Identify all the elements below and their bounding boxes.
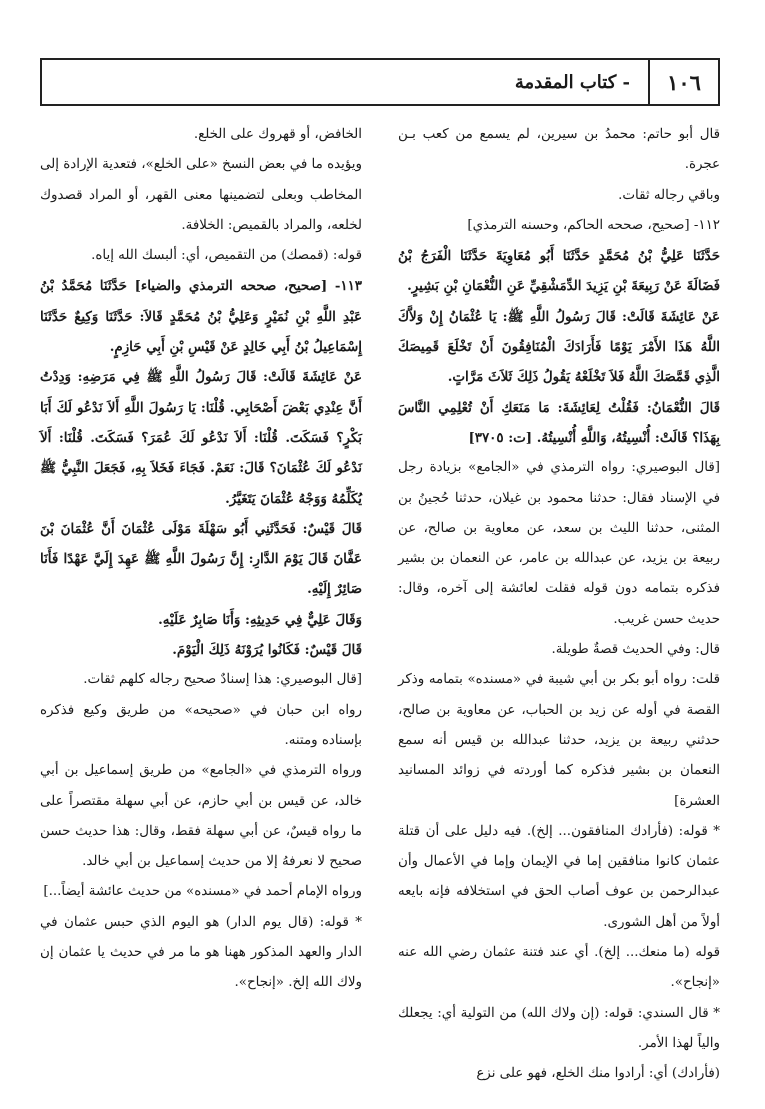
hadith-grading: ١١٢- [صحيح، صححه الحاكم، وحسنه الترمذي] bbox=[467, 217, 720, 233]
hadith-isnad: ١١٣- [صحيح، صححه الترمذي والضياء] حَدَّثَنَا مُحَمَّدُ بْنُ عَبْدِ اللَّهِ بْنِ نُمَيْرٍ وَعَلِيُّ بْنُ مُحَمَّدٍ قَالاَ: حَدَّثَنَا وَكِيعٌ حَدَّثَنَا إِسْمَاعِيلُ بْنُ أَبِي خَالِدٍ عَنْ قَيْسِ بْنِ أَبِي حَازِمٍ. bbox=[40, 278, 362, 356]
paragraph: قال: وفي الحديث قصةٌ طويلة. bbox=[551, 642, 720, 658]
running-title: - كتاب المقدمة bbox=[514, 71, 630, 93]
paragraph: قال أبو حاتم: محمدُ بن سيرين، لم يسمع من كعب بـن عجرة. bbox=[398, 127, 720, 173]
right-column bbox=[398, 120, 720, 1090]
hadith-isnad: حَدَّثَنَا عَلِيُّ بْنُ مُحَمَّدٍ حَدَّثَنَا أَبُو مُعَاوِيَةَ حَدَّثَنَا الْفَرَجُ بْنُ فَضَالَةَ عَنْ رَبِيعَةَ بْنِ يَزِيدَ الدِّمَشْقِيِّ عَنِ النُّعْمَانِ بْنِ بَشِيرٍ. bbox=[398, 248, 720, 295]
hadith-matn: وَقَالَ عَلِيٌّ فِي حَدِيثِهِ: وَأَنَا صَابِرٌ عَلَيْهِ. bbox=[158, 611, 362, 628]
page-number: ١٠٦ bbox=[648, 60, 718, 104]
hadith-matn: عَنْ عَائِشَةَ قَالَتْ: قَالَ رَسُولُ اللَّهِ ﷺ فِي مَرَضِهِ: وَدِدْتُ أَنَّ عِنْدِي بَعْضَ أَصْحَابِي. قُلْنَا: يَا رَسُولَ اللَّهِ أَلاَ نَدْعُو لَكَ أَبَا بَكْرٍ؟ فَسَكَتَ. قُلْنَا: أَلاَ نَدْعُو لَكَ عُمَرَ؟ فَسَكَتَ. قُلْنَا: أَلاَ نَدْعُو لَكَ عُثْمَانَ؟ قَالَ: نَعَمْ. فَجَاءَ فَخَلاَ بِهِ، فَجَعَلَ النَّبِيُّ ﷺ يُكَلِّمُهُ وَوَجْهُ عُثْمَانَ يَتَغَيَّرُ. bbox=[40, 369, 362, 507]
paragraph: [قال البوصيري: رواه الترمذي في «الجامع» بزيادة رجل في الإسناد فقال: حدثنا محمود بن غيلان، حدثنا حُجينُ بن المثنى، حدثنا الليث بن سعد، عن معاوية بن صالح، عن ربيعة بن يزيد، عن عبدالله بن عامر، عن النعمان بن بشير فذكره بتمامه دون قوله فقلت لعائشة إلى آخره، وقال: حديث حسن غريب. bbox=[398, 460, 720, 627]
paragraph: قوله: (قمصك) من التقميص، أي: ألبسك الله إياه. bbox=[91, 248, 362, 264]
paragraph: قلت: رواه أبو بكر بن أبي شيبة في «مسنده» بتمامه وذكر القصة في أوله عن زيد بن الحباب، عن معاوية بن صالح، حدثني ربيعة بن يزيد، حدثنا عبدالله بن قيس أنه سمع النعمان بن بشير فذكره كما أوردته في زوائد المسانيد العشرة] bbox=[398, 672, 720, 809]
paragraph: وباقي رجاله ثقات. bbox=[618, 187, 720, 203]
hadith-matn: قَالَ النُّعْمَانُ: فَقُلْتُ لِعَائِشَةَ: مَا مَنَعَكِ أَنْ تُعْلِمِي النَّاسَ بِهَذَا؟ قَالَتْ: أُنْسِيتُهُ، وَاللَّهِ أُنْسِيتُهُ. [ت: ٣٧٠٥] bbox=[398, 399, 720, 446]
book-page bbox=[40, 58, 720, 1082]
hadith-matn: قَالَ قَيْسٌ: فَحَدَّثَنِي أَبُو سَهْلَةَ مَوْلَى عُثْمَانَ أَنَّ عُثْمَانَ بْنَ عَفَّانَ قَالَ يَوْمَ الدَّارِ: إِنَّ رَسُولَ اللَّهِ ﷺ عَهِدَ إِلَيَّ عَهْدًا فَأَنَا صَائِرٌ إِلَيْهِ. bbox=[40, 520, 362, 598]
paragraph: الخافض، أو قهروك على الخلع. bbox=[193, 127, 362, 142]
paragraph: ورواه الإمام أحمد في «مسنده» من حديث عائشة أيضاً...] bbox=[43, 884, 362, 900]
commentary: قوله (ما منعك... إلخ). أي عند فتنة عثمان رضي الله عنه «إنجاح». bbox=[398, 945, 720, 991]
paragraph: ورواه الترمذي في «الجامع» من طريق إسماعيل بن أبي خالد، عن قيس بن أبي حازم، عن أبي سهلة مقتصراً على ما رواه قيسٌ، عن أبي سهلة فقط، وقال: هذا حديث حسن صحيح لا نعرفهُ إلا من حديث إسماعيل بن أبي خالد. bbox=[40, 763, 362, 870]
paragraph: رواه ابن حبان في «صحيحه» من طريق وكيع فذكره بإسناده ومتنه. bbox=[40, 702, 362, 748]
hadith-matn: قَالَ قَيْسٌ: فَكَانُوا يُرَوْنَهُ ذَلِكَ الْيَوْمَ. bbox=[172, 642, 362, 659]
left-column bbox=[40, 120, 362, 999]
commentary: * قوله: (فأرادك المنافقون... إلخ). فيه دليل على أن قتلة عثمان كانوا منافقين إما في الإيمان وإما في الأعمال وأن عبدالرحمن بن عوف أصاب الحق في استخلافه فإنه بايعه أولاً من أهل الشورى. bbox=[398, 823, 720, 930]
paragraph: ويؤيده ما في بعض النسخ «على الخلع»، فتعدية الإرادة إلى المخاطب وبعلى لتضمينها معنى القهر، أو المراد قصدوك لخلعه، والمراد بالقميص: الخلافة. bbox=[40, 157, 362, 233]
commentary: * قوله: (قال يوم الدار) هو اليوم الذي حبس عثمان في الدار والعهد المذكور ههنا هو ما مر في حديث يا عثمان إن ولاك الله إلخ. «إنجاح». bbox=[40, 914, 362, 991]
page-header bbox=[40, 58, 720, 106]
commentary: * قال السندي: قوله: (إن ولاك الله) من التولية أي: يجعلك والياً لهذا الأمر. bbox=[398, 1005, 720, 1051]
paragraph: [قال البوصيري: هذا إسنادٌ صحيح رجاله كلهم ثقات. bbox=[83, 672, 362, 688]
commentary: (فأرادك) أي: أرادوا منك الخلع، فهو على نزع bbox=[476, 1066, 720, 1082]
hadith-matn: عَنْ عَائِشَةَ قَالَتْ: قَالَ رَسُولُ اللَّهِ ﷺ: يَا عُثْمَانُ إِنْ وَلاَّكَ اللَّهُ هَذَا الأَمْرَ يَوْمًا فَأَرَادَكَ الْمُنَافِقُونَ أَنْ تَخْلَعَ قَمِيصَكَ الَّذِي قَمَّصَكَ اللَّهُ فَلاَ تَخْلَعْهُ يَقُولُ ذَلِكَ ثَلاَثَ مَرَّاتٍ. bbox=[398, 308, 720, 386]
